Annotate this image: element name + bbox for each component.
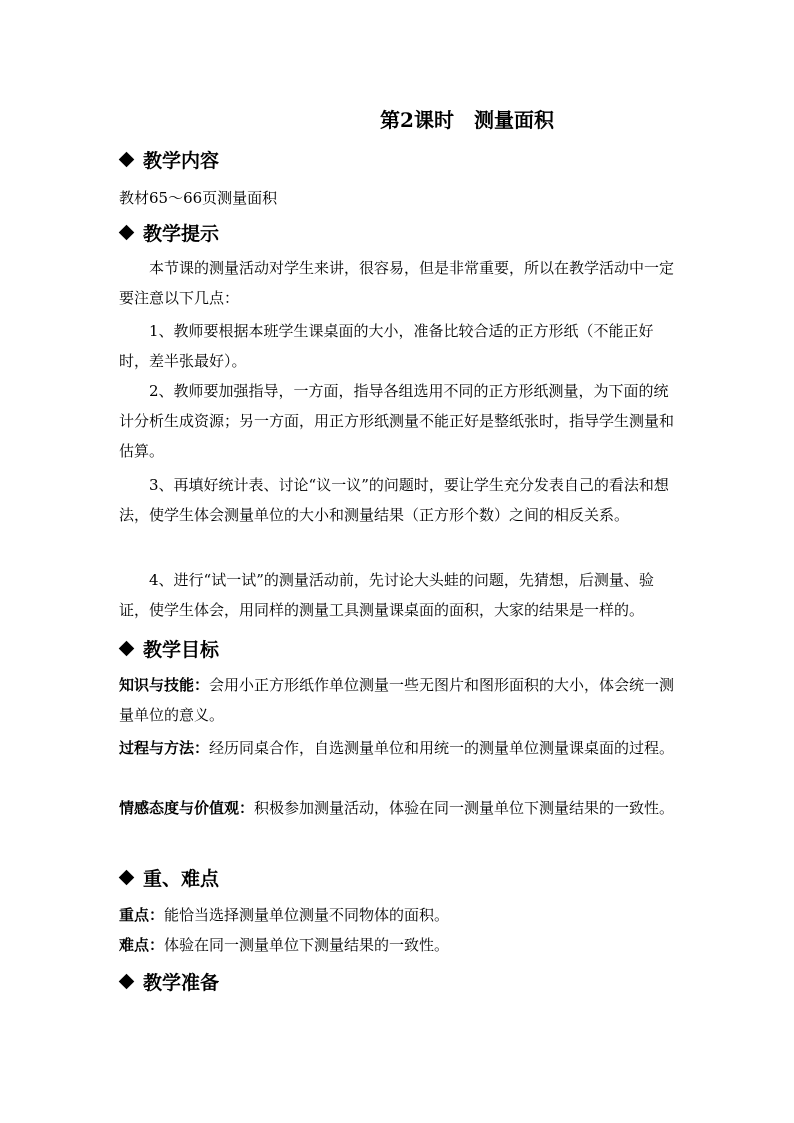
- page-title: 第2课时 测量面积: [380, 108, 554, 132]
- diamond-bullet-icon: [119, 870, 135, 886]
- tips-intro: 本节课的测量活动对学生来讲，很容易，但是非常重要，所以在教学活动中一定要注意以下几点：: [119, 259, 675, 307]
- section-heading-label: 教学内容: [143, 150, 220, 172]
- goal-text: 积极参加测量活动，体验在同一测量单位下测量结果的一致性。: [254, 799, 675, 817]
- key-text: 体验在同一测量单位下测量结果的一致性。: [164, 936, 450, 954]
- goal-item: 过程与方法：经历同桌合作，自选测量单位和用统一的测量单位测量课桌面的过程。: [119, 739, 675, 757]
- goal-item: 知识与技能：会用小正方形纸作单位测量一些无图片和图形面积的大小，体会统一测量单位的意义。: [119, 676, 675, 724]
- section-heading-prep: [119, 968, 219, 995]
- diamond-bullet-icon: [119, 225, 135, 241]
- key-point: [119, 904, 449, 925]
- goal-label: 知识与技能: [119, 676, 195, 694]
- diamond-bullet-icon: [119, 152, 135, 168]
- goal-label: 情感态度与价值观: [119, 799, 240, 817]
- diamond-bullet-icon: [119, 974, 135, 990]
- section-heading-label: 教学目标: [143, 639, 220, 661]
- goal-text: 经历同桌合作，自选测量单位和用统一的测量单位测量课桌面的过程。: [209, 739, 675, 757]
- key-label: 重点：: [119, 906, 165, 924]
- tips-item: 4、进行“试一试”的测量活动前，先讨论大头蛙的问题，先猜想，后测量、验证，使学生体会，用同样的测量工具测量课桌面的面积，大家的结果是一样的。: [119, 571, 654, 619]
- tips-item: 1、教师要根据本班学生课桌面的大小，准备比较合适的正方形纸（不能正好时，差半张最好）。: [119, 322, 654, 370]
- tips-item: 3、再填好统计表、讨论“议一议”的问题时，要让学生充分发表自己的看法和想法，使学生体会测量单位的大小和测量结果（正方形个数）之间的相反关系。: [119, 476, 669, 524]
- section-heading-goals: [119, 635, 219, 662]
- goal-item: 情感态度与价值观：积极参加测量活动，体验在同一测量单位下测量结果的一致性。: [119, 799, 675, 817]
- section-heading-content: [119, 146, 219, 173]
- section-heading-label: 教学提示: [143, 223, 220, 245]
- difficult-point: [119, 934, 449, 955]
- section-heading-label: 教学准备: [143, 972, 220, 994]
- key-text: 能恰当选择测量单位测量不同物体的面积。: [164, 906, 450, 924]
- diamond-bullet-icon: [119, 641, 135, 657]
- goal-label: 过程与方法: [119, 739, 195, 757]
- tips-item: 2、教师要加强指导，一方面，指导各组选用不同的正方形纸测量，为下面的统计分析生成资源；另一方面，用正方形纸测量不能正好是整纸张时，指导学生测量和估算。: [119, 382, 675, 460]
- section-heading-tips: [119, 219, 219, 246]
- section-heading-label: 重、难点: [143, 868, 220, 890]
- section-heading-key: [119, 864, 219, 891]
- goal-text: 会用小正方形纸作单位测量一些无图片和图形面积的大小，体会统一测量单位的意义。: [119, 676, 675, 724]
- key-label: 难点：: [119, 936, 165, 954]
- content-text: 教材65～66页测量面积: [119, 189, 278, 207]
